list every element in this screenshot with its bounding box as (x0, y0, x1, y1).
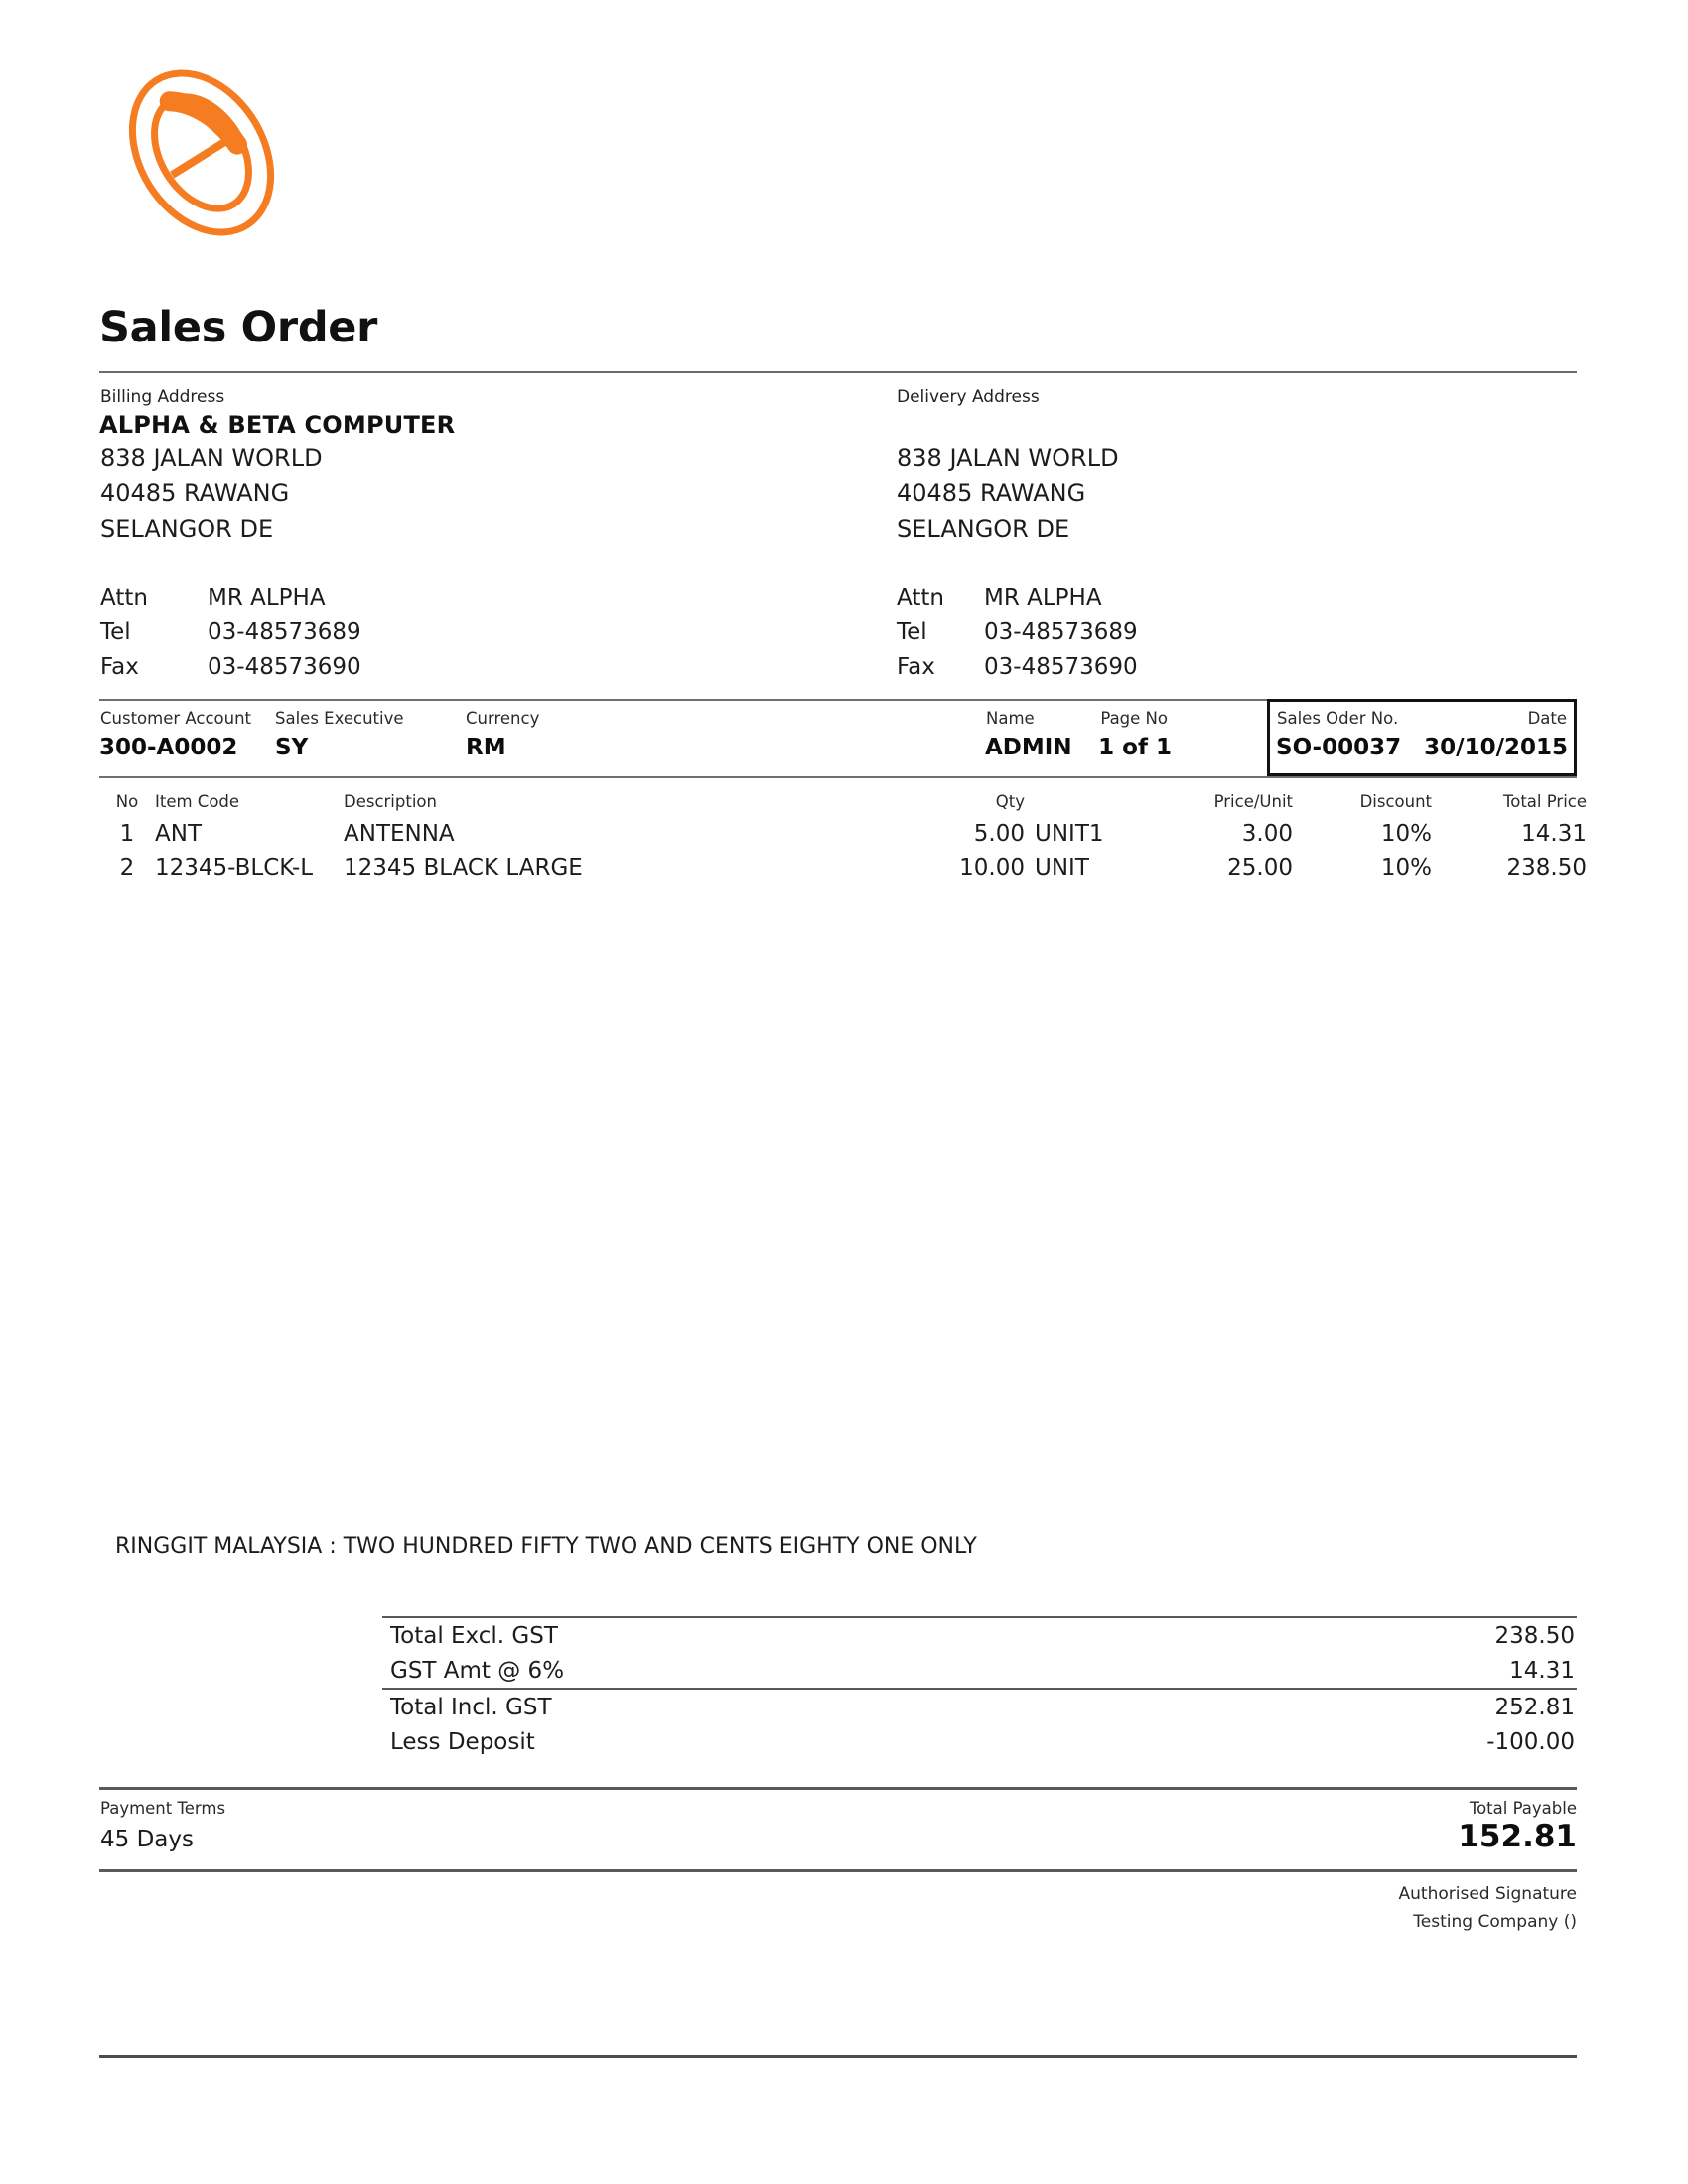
page-no-value: 1 of 1 (1098, 735, 1172, 760)
row-no: 1 (119, 821, 135, 847)
total-incl-gst-value: 252.81 (1494, 1695, 1575, 1720)
delivery-address-lines (897, 440, 1119, 547)
total-excl-gst-value: 238.50 (1494, 1623, 1575, 1649)
delivery-fax-label: Fax (897, 654, 935, 680)
date-value: 30/10/2015 (1424, 735, 1568, 760)
authorised-signature-label: Authorised Signature (1398, 1884, 1577, 1904)
date-label: Date (1527, 709, 1567, 728)
amount-in-words: RINGGIT MALAYSIA : TWO HUNDRED FIFTY TWO AND CENTS EIGHTY ONE ONLY (115, 1534, 977, 1559)
less-deposit-value: -100.00 (1486, 1729, 1575, 1755)
billing-address-lines (100, 440, 323, 547)
total-incl-gst-row (382, 1690, 1577, 1724)
billing-address-line2: 40485 RAWANG (100, 479, 290, 507)
payment-divider-bottom (99, 1869, 1577, 1872)
total-payable-label: Total Payable (1469, 1799, 1577, 1818)
header-qty: Qty (995, 792, 1025, 811)
table-row (99, 819, 1587, 853)
row-qty: 5.00 (973, 821, 1025, 847)
header-total-price: Total Price (1502, 792, 1587, 811)
row-uom: UNIT1 (1035, 821, 1104, 847)
row-price-unit: 3.00 (1241, 821, 1293, 847)
billing-address-line1: 838 JALAN WORLD (100, 444, 323, 472)
delivery-contact-block (897, 581, 1138, 685)
sales-executive-value: SY (275, 735, 309, 760)
header-description: Description (344, 792, 437, 811)
row-qty: 10.00 (959, 855, 1025, 881)
gst-amount-value: 14.31 (1509, 1658, 1575, 1684)
sales-order-no-label: Sales Oder No. (1277, 709, 1399, 728)
delivery-fax-value: 03-48573690 (984, 654, 1138, 680)
sales-executive-label: Sales Executive (275, 709, 404, 728)
delivery-address-line3: SELANGOR DE (897, 515, 1070, 543)
billing-contact-block (100, 581, 361, 685)
company-logo (107, 62, 296, 245)
header-price-unit: Price/Unit (1213, 792, 1293, 811)
customer-account-value: 300-A0002 (99, 735, 238, 760)
delivery-tel-row (897, 615, 1138, 650)
footer-divider (99, 2055, 1577, 2058)
billing-fax-label: Fax (100, 654, 139, 680)
row-description: ANTENNA (344, 821, 455, 847)
payment-terms-value: 45 Days (100, 1827, 194, 1852)
total-excl-gst-row (382, 1618, 1577, 1653)
delivery-address-line2: 40485 RAWANG (897, 479, 1086, 507)
page-no-label: Page No (1100, 709, 1168, 728)
company-e-logo-icon (107, 62, 296, 245)
delivery-attn-value: MR ALPHA (984, 585, 1102, 611)
header-uom (1025, 792, 1144, 819)
header-discount: Discount (1359, 792, 1432, 811)
row-description: 12345 BLACK LARGE (344, 855, 583, 881)
billing-tel-row (100, 615, 361, 650)
less-deposit-row (382, 1724, 1577, 1759)
sales-order-no-value: SO-00037 (1276, 735, 1402, 760)
currency-value: RM (466, 735, 506, 760)
delivery-attn-label: Attn (897, 585, 944, 611)
gst-amount-row (382, 1653, 1577, 1688)
name-value: ADMIN (985, 735, 1072, 760)
payment-divider-top (99, 1787, 1577, 1790)
signing-company-name: Testing Company () (1413, 1912, 1577, 1932)
delivery-attn-row (897, 581, 1138, 615)
currency-label: Currency (466, 709, 540, 728)
less-deposit-label: Less Deposit (390, 1729, 535, 1755)
header-item-code: Item Code (155, 792, 240, 811)
meta-divider-bottom (99, 776, 1577, 778)
billing-attn-label: Attn (100, 585, 148, 611)
name-label: Name (986, 709, 1035, 728)
delivery-tel-label: Tel (897, 619, 927, 645)
billing-attn-row (100, 581, 361, 615)
totals-section (382, 1616, 1577, 1759)
page-title: Sales Order (99, 303, 378, 352)
line-items-table (99, 792, 1587, 887)
billing-fax-value: 03-48573690 (208, 654, 361, 680)
billing-fax-row (100, 650, 361, 685)
row-price-unit: 25.00 (1227, 855, 1293, 881)
header-no: No (115, 792, 139, 811)
billing-address-line3: SELANGOR DE (100, 515, 274, 543)
row-discount: 10% (1380, 821, 1432, 847)
table-header-row (99, 792, 1587, 819)
delivery-address-line1: 838 JALAN WORLD (897, 444, 1119, 472)
title-divider (99, 371, 1577, 373)
delivery-address-label: Delivery Address (897, 387, 1040, 407)
billing-company-name: ALPHA & BETA COMPUTER (99, 411, 456, 439)
billing-address-label: Billing Address (100, 387, 225, 407)
sales-order-number-box (1267, 699, 1577, 776)
payment-terms-label: Payment Terms (100, 1799, 226, 1818)
row-total-price: 14.31 (1521, 821, 1587, 847)
billing-attn-value: MR ALPHA (208, 585, 326, 611)
gst-amount-label: GST Amt @ 6% (390, 1658, 565, 1684)
table-row (99, 853, 1587, 887)
total-excl-gst-label: Total Excl. GST (390, 1623, 558, 1649)
row-total-price: 238.50 (1506, 855, 1587, 881)
billing-tel-label: Tel (100, 619, 131, 645)
row-uom: UNIT (1035, 855, 1089, 881)
customer-account-label: Customer Account (100, 709, 252, 728)
delivery-fax-row (897, 650, 1138, 685)
total-incl-gst-label: Total Incl. GST (390, 1695, 552, 1720)
total-payable-value: 152.81 (1458, 1819, 1577, 1854)
row-no: 2 (119, 855, 135, 881)
billing-tel-value: 03-48573689 (208, 619, 361, 645)
row-discount: 10% (1380, 855, 1432, 881)
row-item-code: 12345-BLCK-L (155, 855, 314, 881)
delivery-tel-value: 03-48573689 (984, 619, 1138, 645)
row-item-code: ANT (155, 821, 202, 847)
